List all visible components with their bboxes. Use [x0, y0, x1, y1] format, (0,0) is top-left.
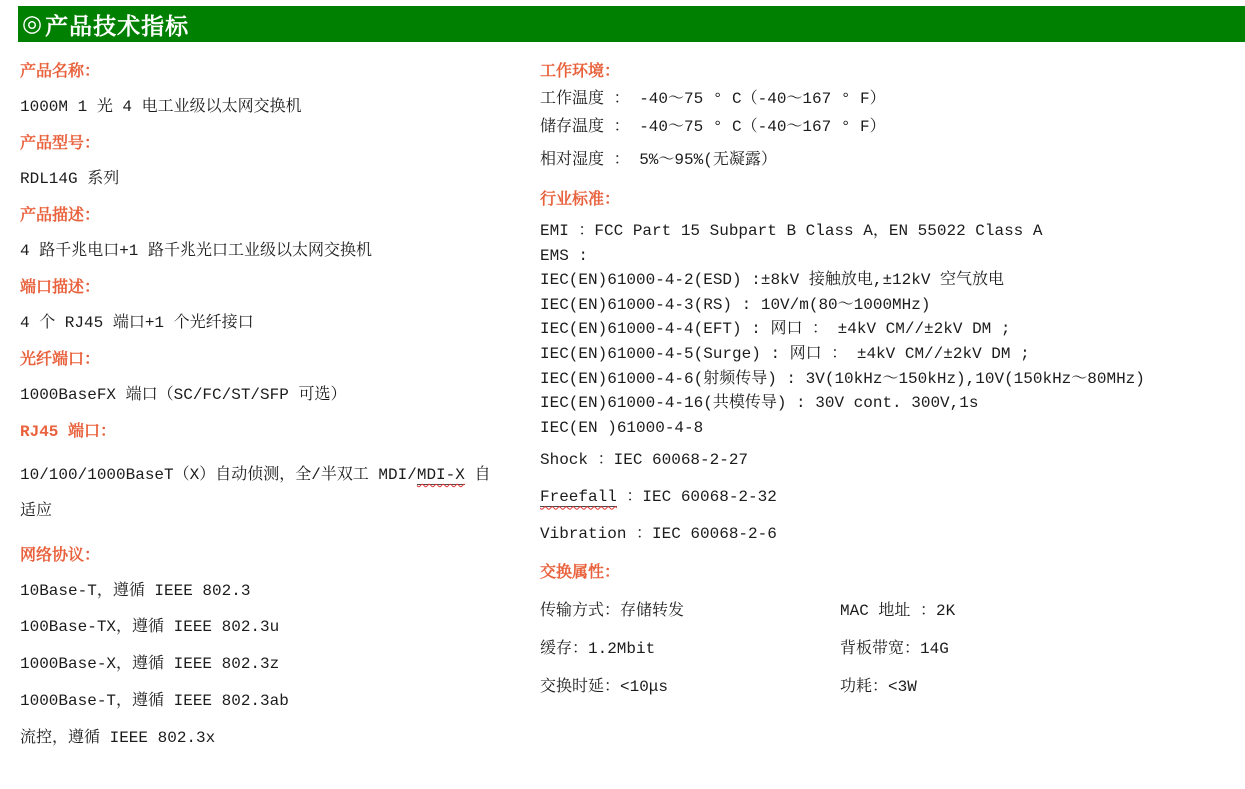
bullseye-icon: ◎	[22, 11, 44, 37]
switching-property-row	[540, 601, 1240, 622]
heading-rj45-port: RJ45 端口：	[20, 423, 117, 441]
product-name-value: 1000M 1 光 4 电工业级以太网交换机	[20, 98, 302, 116]
freefall-text-rest: ：IEC 60068-2-32	[616, 488, 777, 507]
standard-line-esd: IEC(EN)61000-4-2(ESD) :±8kV 接触放电,±12kV 空气放电	[540, 271, 1005, 290]
heading-network-protocols: 网络协议：	[20, 547, 101, 565]
right-column	[540, 50, 1240, 698]
page-title: 产品技术指标	[45, 13, 190, 40]
switching-property-row	[540, 639, 1240, 660]
storage-temperature-line: 储存温度 ： -40～75 ° C（-40～167 ° F）	[540, 118, 886, 136]
heading-operating-environment: 工作环境：	[540, 63, 621, 81]
rj45-text-prefix: 10/100/1000BaseT（X）自动侦测，全/半双工 MDI/	[20, 466, 417, 484]
shock-standard-line: Shock ：IEC 60068-2-27	[540, 451, 749, 470]
buffer-value: 缓存：1.2Mbit	[540, 640, 656, 659]
heading-switching-properties: 交换属性：	[540, 564, 621, 583]
product-description-value: 4 路千兆电口+1 路千兆光口工业级以太网交换机	[20, 242, 373, 260]
product-model-value: RDL14G 系列	[20, 170, 120, 188]
relative-humidity-line: 相对湿度 ： 5%～95%(无凝露）	[540, 151, 777, 169]
standard-line-ems: EMS :	[540, 246, 589, 265]
standard-line-61000-4-8: IEC(EN )61000-4-8	[540, 418, 704, 437]
spellcheck-marked-word: MDI-X	[416, 466, 465, 484]
standard-line-rs: IEC(EN)61000-4-3(RS) : 10V/m(80～1000MHz)	[540, 295, 931, 314]
protocol-line: 1000Base-T，遵循 IEEE 802.3ab	[20, 692, 289, 710]
freefall-standard-line	[540, 487, 1240, 508]
mac-address-value: MAC 地址 ：2K	[840, 602, 956, 621]
protocol-line: 10Base-T，遵循 IEEE 802.3	[20, 582, 251, 600]
standard-line-emi: EMI ：FCC Part 15 Subpart B Class A，EN 55022 Class A	[540, 222, 1043, 240]
heading-product-name: 产品名称：	[20, 63, 101, 81]
spellcheck-marked-word: Freefall	[540, 488, 617, 507]
left-column	[20, 50, 500, 749]
switching-property-row	[540, 677, 1240, 698]
port-description-value: 4 个 RJ45 端口+1 个光纤接口	[20, 314, 254, 332]
heading-industry-standards: 行业标准：	[540, 191, 621, 209]
heading-port-description: 端口描述：	[20, 279, 101, 297]
fiber-port-value: 1000BaseFX 端口（SC/FC/ST/SFP 可选）	[20, 386, 347, 404]
protocol-line: 100Base-TX，遵循 IEEE 802.3u	[20, 618, 280, 636]
heading-product-description: 产品描述：	[20, 207, 101, 225]
operating-temperature-line: 工作温度 ： -40～75 ° C（-40～167 ° F）	[540, 90, 886, 108]
protocol-line: 流控，遵循 IEEE 802.3x	[20, 729, 216, 747]
backplane-bandwidth-value: 背板带宽：14G	[840, 640, 949, 659]
heading-product-model: 产品型号：	[20, 135, 101, 153]
switching-latency-value: 交换时延：<10μs	[540, 678, 669, 697]
standards-list	[540, 219, 1240, 440]
standard-line-rf-conducted: IEC(EN)61000-4-6(射频传导) : 3V(10kHz～150kHz),10V(150kHz～80MHz)	[540, 369, 1145, 388]
protocol-line: 1000Base-X，遵循 IEEE 802.3z	[20, 655, 280, 673]
standard-line-common-mode: IEC(EN)61000-4-16(共模传导) : 30V cont. 300V,1s	[540, 394, 979, 413]
forwarding-mode-value: 传输方式：存储转发	[540, 602, 685, 621]
heading-fiber-port: 光纤端口：	[20, 351, 101, 369]
power-consumption-value: 功耗：<3W	[840, 678, 917, 697]
page-title-bar	[18, 6, 1245, 42]
rj45-text-suffix: 自适应	[20, 466, 491, 520]
standard-line-eft: IEC(EN)61000-4-4(EFT) : 网口 ： ±4kV CM//±2kV DM ;	[540, 320, 1011, 339]
standard-line-surge: IEC(EN)61000-4-5(Surge) : 网口 ： ±4kV CM//±2kV DM ;	[540, 344, 1030, 363]
vibration-standard-line: Vibration ：IEC 60068-2-6	[540, 525, 777, 544]
rj45-port-value	[20, 457, 500, 529]
